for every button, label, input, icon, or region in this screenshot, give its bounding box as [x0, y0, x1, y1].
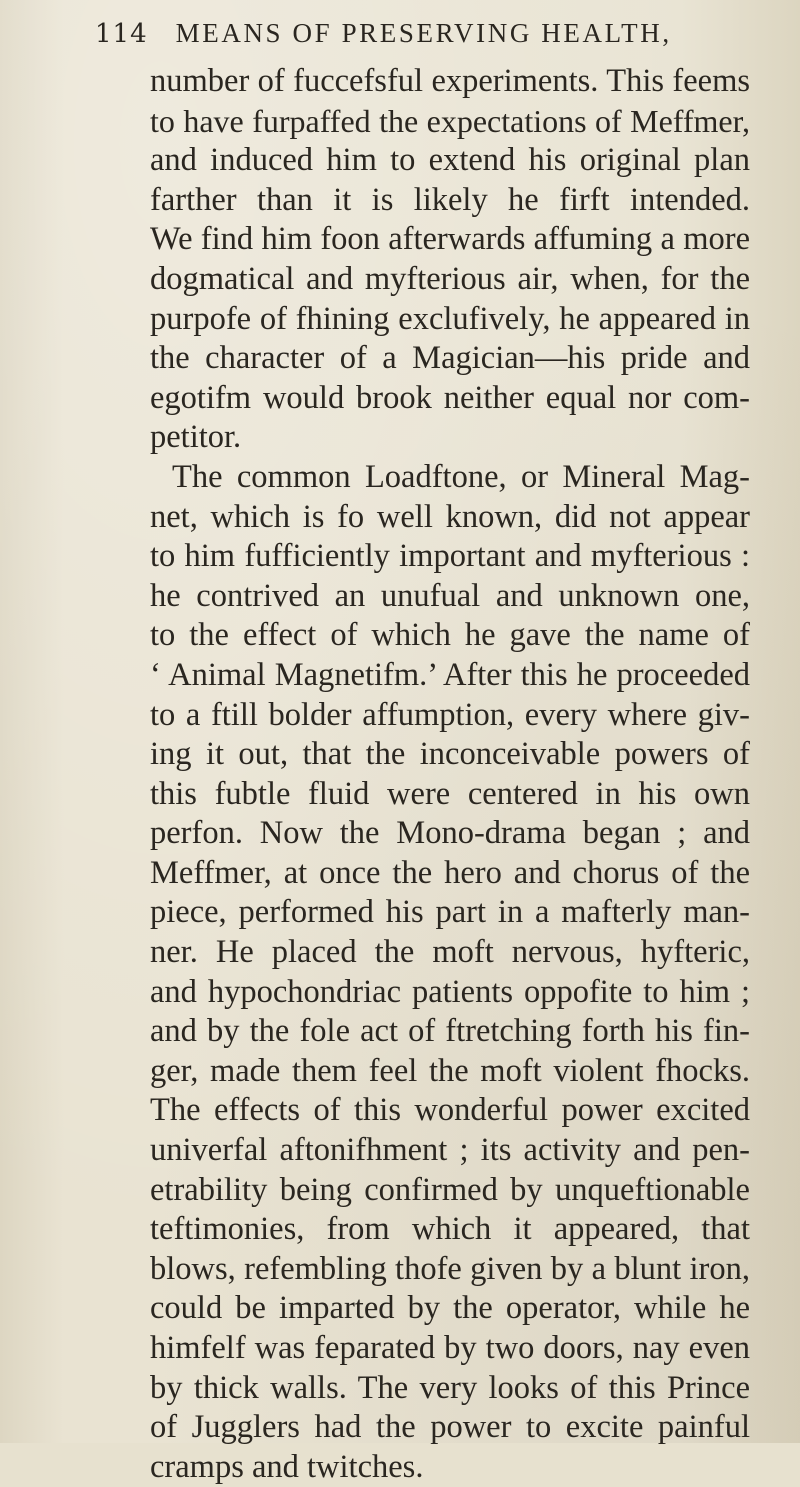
text-line: piece, performed his part in a mafterly man- [150, 894, 750, 931]
text-line: petitor. [150, 419, 242, 456]
text-line: to have furpaffed the expectations of Meffmer, [150, 102, 750, 139]
text-line: dogmatical and myfterious air, when, for the [150, 260, 750, 297]
text-line: he contrived an unufual and unknown one, [150, 577, 750, 614]
text-line: could be imparted by the operator, while he [150, 1290, 750, 1327]
text-line: number of fuccefsful experiments. This feems [150, 63, 750, 99]
running-head: MEANS OF PRESERVING HEALTH, [175, 18, 672, 48]
text-line: himfelf was feparated by two doors, nay even [150, 1330, 750, 1366]
text-line: and by the fole act of ftretching forth his fin- [150, 1013, 750, 1050]
text-line: The effects of this wonderful power excited [150, 1092, 750, 1129]
text-line: ner. He placed the moft nervous, hyfteric, [150, 934, 750, 971]
text-line: ing it out, that the inconceivable powers of [150, 736, 750, 773]
text-line: to him fufficiently important and myfterious : [150, 538, 750, 575]
text-line: purpofe of fhining exclufively, he appeared in [150, 300, 750, 337]
text-line: ger, made them feel the moft violent fhocks. [150, 1052, 750, 1089]
text-line: to the effect of which he gave the name of [150, 617, 750, 654]
page-header [95, 18, 735, 62]
text-line: ‘ Animal Magnetifm.’ After this he proceeded [150, 656, 750, 693]
text-line: univerfal aftonifhment ; its activity and pen- [150, 1132, 750, 1169]
page-number: 114 [95, 19, 148, 49]
text-line: cramps and twitches. [150, 1448, 424, 1485]
text-line: net, which is fo well known, did not appear [150, 498, 750, 535]
text-line: blows, refembling thofe given by a blunt iron, [150, 1250, 750, 1287]
text-line: teftimonies, from which it appeared, that [150, 1211, 750, 1248]
text-line: etrability being confirmed by unqueftionable [150, 1171, 750, 1208]
text-line: of Jugglers had the power to excite painful [150, 1409, 750, 1446]
text-line: farther than it is likely he firft intended. [150, 181, 750, 218]
text-line: this fubtle fluid were centered in his own [150, 775, 750, 812]
body-text [150, 62, 750, 1487]
text-line: Meffmer, at once the hero and chorus of the [150, 854, 750, 891]
text-line: egotifm would brook neither equal nor com- [150, 379, 750, 416]
text-line: by thick walls. The very looks of this Prince [150, 1369, 750, 1406]
text-line: and induced him to extend his original plan [150, 142, 750, 179]
text-line: the character of a Magician—his pride and [150, 340, 750, 377]
text-line: perfon. Now the Mono-drama began ; and [150, 815, 750, 852]
text-line: We find him foon afterwards affuming a more [150, 221, 750, 258]
text-line: and hypochondriac patients oppofite to him ; [150, 973, 750, 1010]
text-line: The common Loadftone, or Mineral Mag- [172, 458, 750, 495]
text-line: to a ftill bolder affumption, every where giv- [150, 696, 750, 733]
